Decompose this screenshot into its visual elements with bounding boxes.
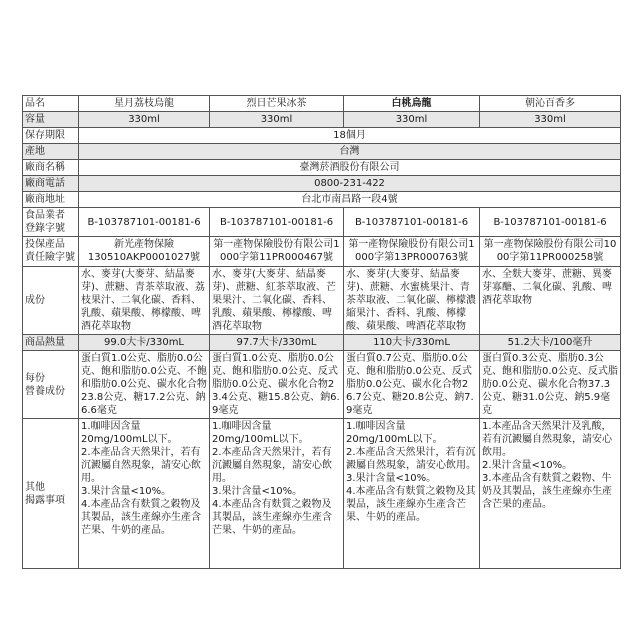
row-name (23, 96, 621, 112)
maker-name-value: 臺灣菸酒股份有限公司 (79, 160, 621, 176)
row-nutrition (23, 351, 621, 419)
other-1: 1.咖啡因含量 20mg/100mL以下。 2.本產品含天然果汁，若有沉澱屬自然現象，請安心飲用。 3.果汁含量<10%。 4.本產品含有麩質之穀物及其製品，該生產線亦生產含芒果、牛奶的產品。 (79, 419, 210, 569)
shelf-life-value: 18個月 (79, 128, 621, 144)
row-registration (23, 208, 621, 237)
nutrition-3: 蛋白質0.7公克、脂肪0.0公克、飽和脂肪0.0公克、反式脂肪0.0公克、碳水化合物26.7公克、糖20.8公克、鈉7.9毫克 (344, 351, 480, 419)
label-calories: 商品熱量 (23, 335, 79, 351)
maker-phone-value: 0800-231-422 (79, 176, 621, 192)
product-name-1: 星月荔枝烏龍 (79, 96, 210, 112)
calories-1: 99.0大卡/330mL (79, 335, 210, 351)
capacity-2: 330ml (210, 112, 344, 128)
calories-4: 51.2大卡/100毫升 (480, 335, 621, 351)
row-maker-phone (23, 176, 621, 192)
insurance-2: 第一產物保險股份有限公司1000字第11PR000467號 (210, 237, 344, 267)
ingredients-1: 水、麥芽(大麥芽、結晶麥芽)、蔗糖、青茶萃取液、荔枝果汁、二氧化碳、香料、乳酸、蘋果酸、檸檬酸、啤酒花萃取物 (79, 267, 210, 335)
insurance-3: 第一產物保險股份有限公司1000字第13PR000763號 (344, 237, 480, 267)
label-name: 品名 (23, 96, 79, 112)
ingredients-2: 水、麥芽(大麥芽、結晶麥芽)、蔗糖、紅茶萃取液、芒果果汁、二氧化碳、香料、乳酸、蘋果酸、檸檬酸、啤酒花萃取物 (210, 267, 344, 335)
origin-value: 台灣 (79, 144, 621, 160)
registration-1: B-103787101-00181-6 (79, 208, 210, 237)
nutrition-2: 蛋白質1.0公克、脂肪0.0公克、飽和脂肪0.0公克、反式脂肪0.0公克、碳水化合物23.4公克、糖15.8公克、鈉6.9毫克 (210, 351, 344, 419)
label-ingredients: 成份 (23, 267, 79, 335)
label-nutrition: 每份 營養成份 (23, 351, 79, 419)
row-origin (23, 144, 621, 160)
nutrition-4: 蛋白質0.3公克、脂肪0.3公克、飽和脂肪0.0公克、反式脂肪0.0公克、碳水化合物37.3公克、糖31.0公克、鈉5.9毫克 (480, 351, 621, 419)
other-4: 1.本產品含天然果汁及乳酸，若有沉澱屬自然現象，請安心飲用。 2.果汁含量<10%。 3.本產品含有麩質之穀物、牛奶及其製品，該生產線亦生產含芒果的產品。 (480, 419, 621, 569)
label-insurance: 投保產品 責任險字號 (23, 237, 79, 267)
nutrition-1: 蛋白質1.0公克、脂肪0.0公克、飽和脂肪0.0公克、不飽和脂肪0.0公克、碳水化合物23.8公克、糖17.2公克、鈉6.6毫克 (79, 351, 210, 419)
insurance-1: 新光產物保險 130510AKP0001027號 (79, 237, 210, 267)
other-2: 1.咖啡因含量 20mg/100mL以下。 2.本產品含天然果汁，若有沉澱屬自然現象，請安心飲用。 3.果汁含量<10%。 4.本產品含有麩質之穀物及其製品，該生產線亦生產含芒果、牛奶的產品。 (210, 419, 344, 569)
label-maker-phone: 廠商電話 (23, 176, 79, 192)
row-other (23, 419, 621, 569)
row-shelf-life (23, 128, 621, 144)
calories-2: 97.7大卡/330mL (210, 335, 344, 351)
product-name-2: 烈日芒果冰茶 (210, 96, 344, 112)
product-name-4: 朝沁百香多 (480, 96, 621, 112)
ingredients-4: 水、全麩大麥芽、蔗糖、異麥芽寡醣、二氧化碳、乳酸、啤酒花萃取物 (480, 267, 621, 335)
label-capacity: 容量 (23, 112, 79, 128)
registration-4: B-103787101-00181-6 (480, 208, 621, 237)
capacity-4: 330ml (480, 112, 621, 128)
product-info-table (22, 95, 621, 569)
capacity-1: 330ml (79, 112, 210, 128)
label-maker-name: 廠商名稱 (23, 160, 79, 176)
registration-2: B-103787101-00181-6 (210, 208, 344, 237)
capacity-3: 330ml (344, 112, 480, 128)
registration-3: B-103787101-00181-6 (344, 208, 480, 237)
product-info-sheet (22, 95, 620, 569)
row-ingredients (23, 267, 621, 335)
row-insurance (23, 237, 621, 267)
ingredients-3: 水、麥芽(大麥芽、結晶麥芽)、蔗糖、水蜜桃果汁、青茶萃取液、二氧化碳、檸檬濃縮果汁、香料、乳酸、檸檬酸、蘋果酸、啤酒花萃取物 (344, 267, 480, 335)
label-shelf-life: 保存期限 (23, 128, 79, 144)
row-maker-address (23, 192, 621, 208)
other-3: 1.咖啡因含量 20mg/100mL以下。 2.本產品含天然果汁，若有沉澱屬自然現象，請安心飲用。 3.果汁含量<10%。 4.本產品含有麩質之穀物及其製品，該生產線亦生產含芒果、牛奶的產品。 (344, 419, 480, 569)
calories-3: 110大卡/330mL (344, 335, 480, 351)
maker-address-value: 台北市南昌路一段4號 (79, 192, 621, 208)
label-origin: 產地 (23, 144, 79, 160)
row-calories (23, 335, 621, 351)
product-name-3: 白桃烏龍 (344, 96, 480, 112)
label-registration: 食品業者 登錄字號 (23, 208, 79, 237)
label-other: 其他 揭露事項 (23, 419, 79, 569)
label-maker-address: 廠商地址 (23, 192, 79, 208)
insurance-4: 第一產物保險股份有限公司1000字第11PR000258號 (480, 237, 621, 267)
row-maker-name (23, 160, 621, 176)
row-capacity (23, 112, 621, 128)
